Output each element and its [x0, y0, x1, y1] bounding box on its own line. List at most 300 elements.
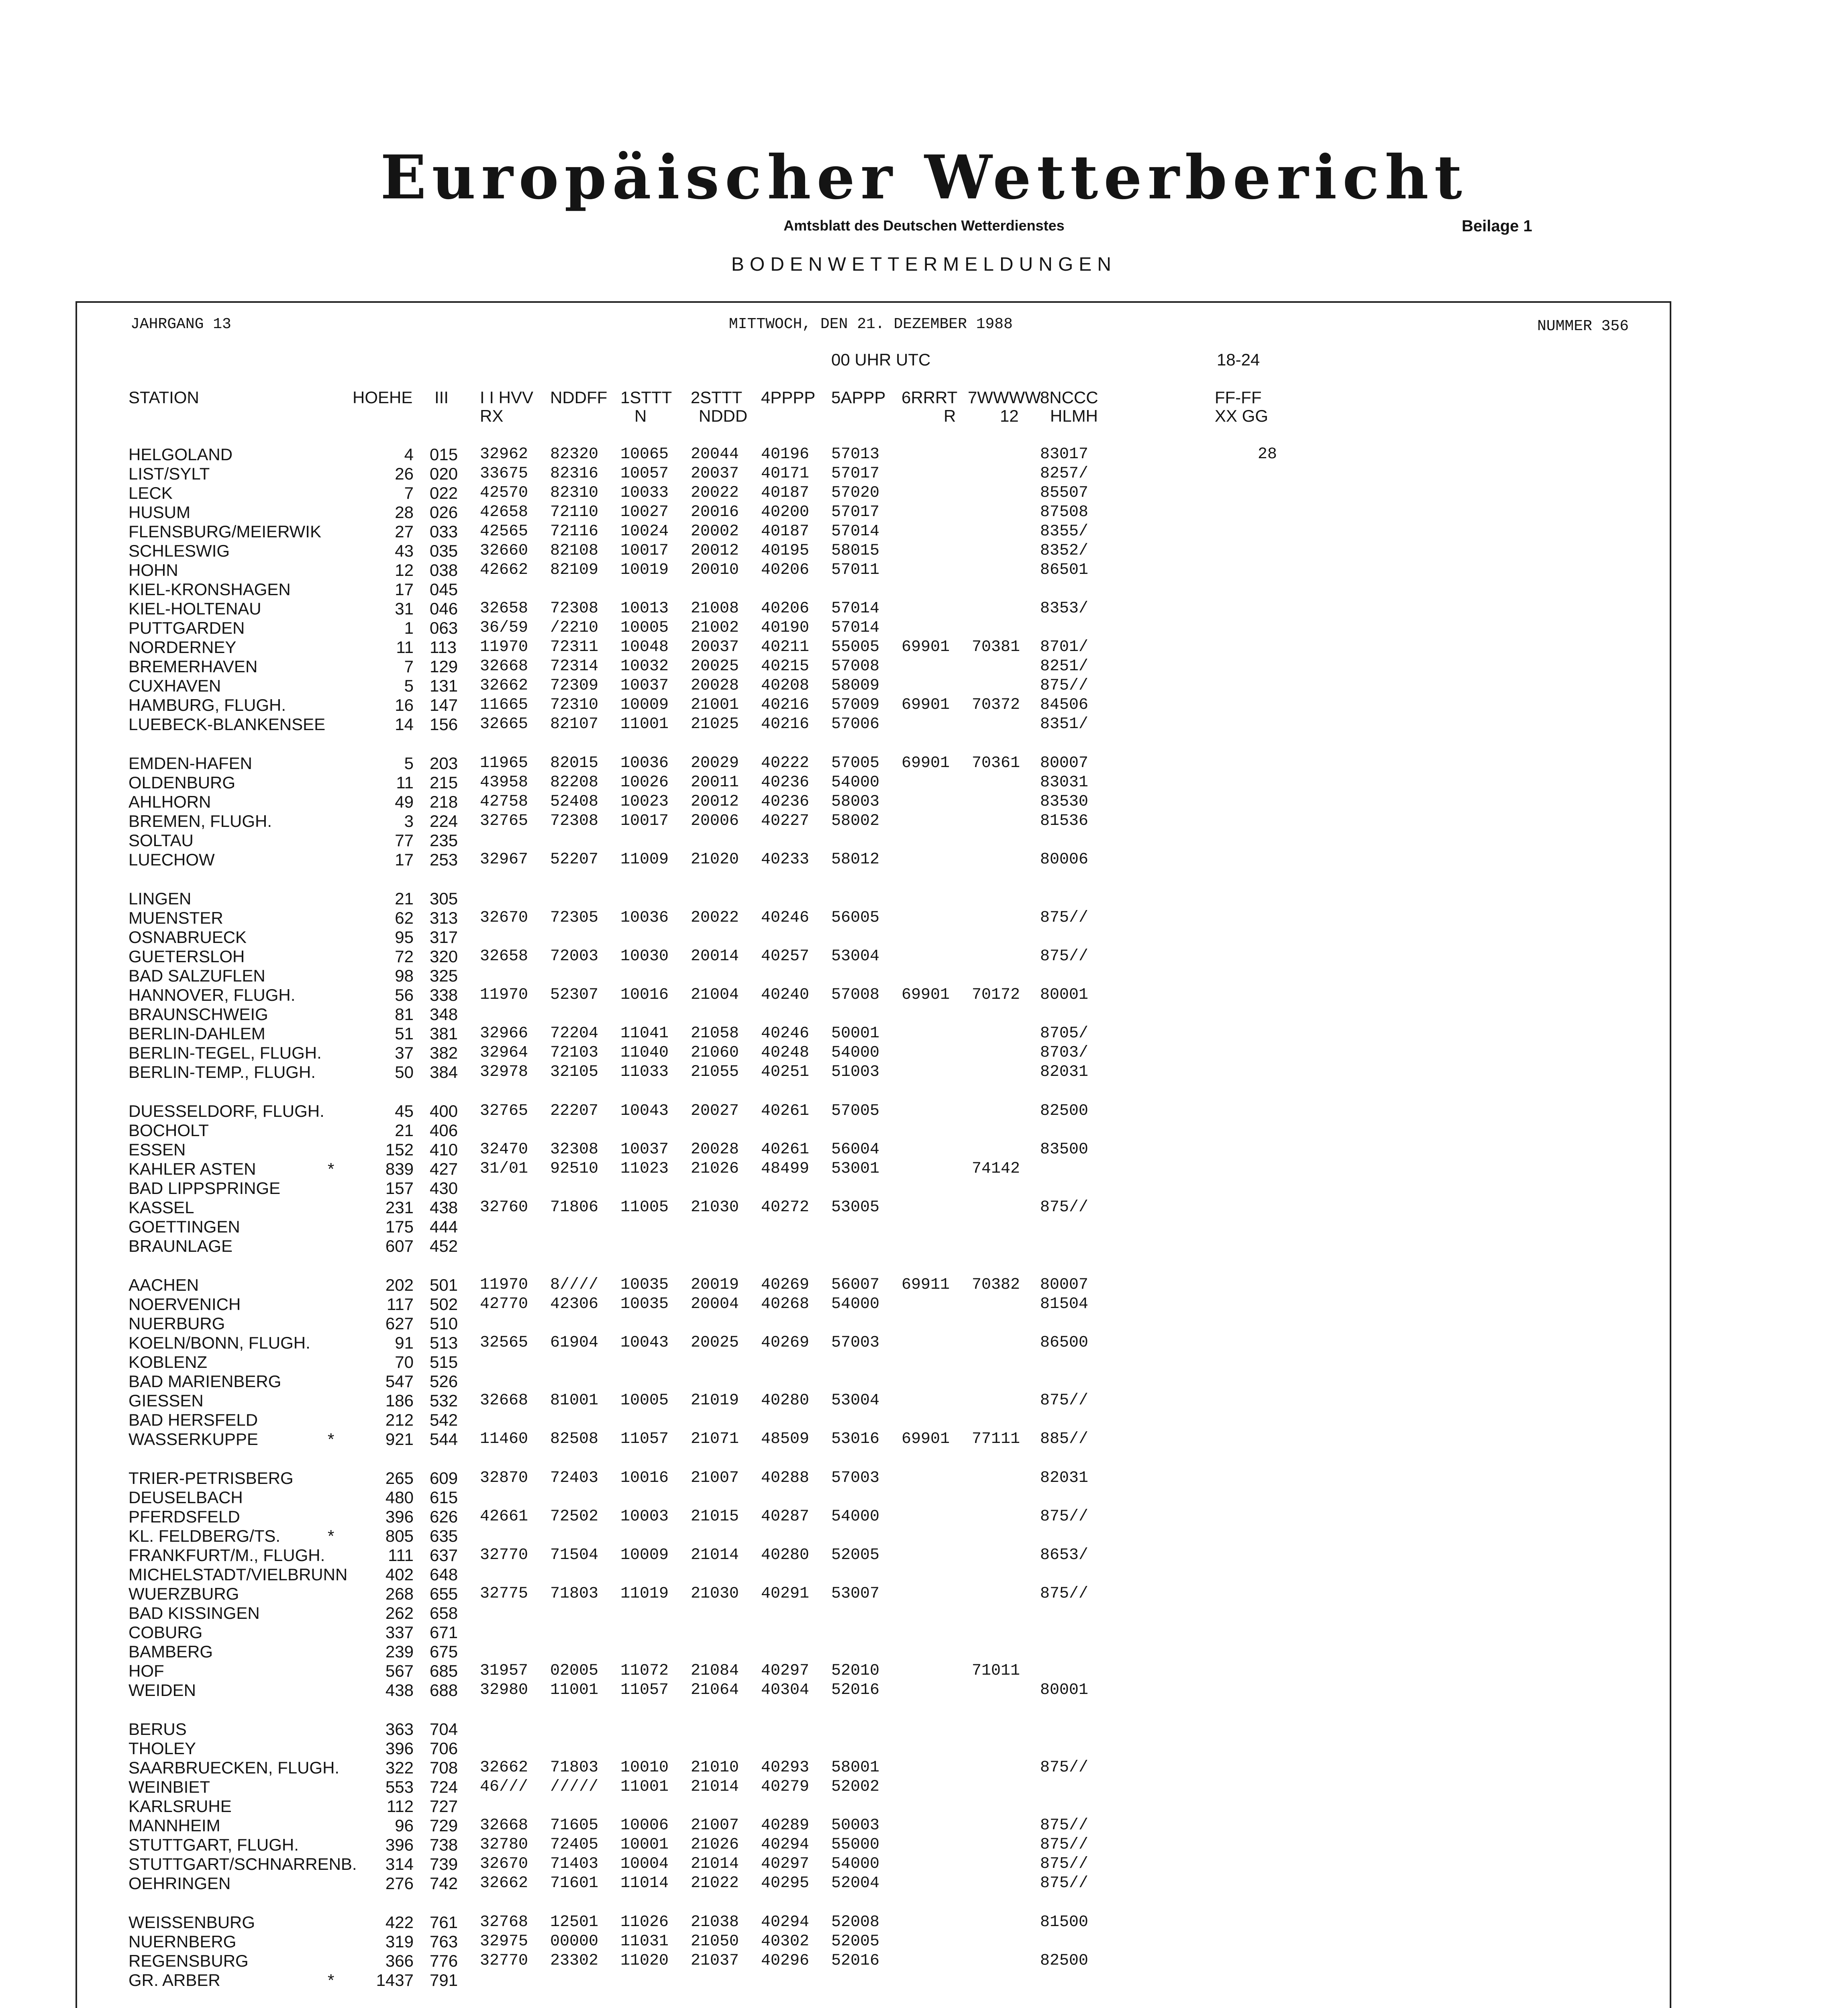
station-name: NORDERNEY — [129, 638, 237, 657]
station-name: NUERBURG — [129, 1314, 225, 1333]
station-name: TRIER-PETRISBERG — [129, 1469, 294, 1488]
station-elevation: 11 — [396, 638, 414, 657]
station-name: BAD LIPPSPRINGE — [129, 1179, 281, 1198]
report-group: 69901 — [902, 754, 950, 772]
report-group: 40294 — [761, 1836, 810, 1854]
station-name: LINGEN — [129, 889, 192, 908]
station-elevation: 319 — [385, 1932, 414, 1951]
report-group: 11009 — [620, 851, 669, 869]
station-index: 046 — [430, 599, 458, 618]
report-group: 40216 — [761, 696, 810, 714]
station-elevation: 27 — [395, 522, 414, 541]
report-group: 82107 — [550, 715, 599, 733]
station-name: GR. ARBER — [129, 1971, 220, 1990]
station-index: 020 — [430, 464, 458, 483]
station-name: PUTTGARDEN — [129, 618, 245, 637]
station-elevation: 7 — [404, 484, 414, 502]
station-index: 761 — [430, 1913, 458, 1932]
station-name: COBURG — [129, 1623, 203, 1642]
station-name: OEHRINGEN — [129, 1874, 231, 1893]
report-group: 70382 — [972, 1276, 1020, 1294]
report-group: 72103 — [550, 1044, 599, 1062]
report-group: 70361 — [972, 754, 1020, 772]
header-c5: 4PPPP — [761, 388, 816, 407]
report-group: 20012 — [691, 542, 739, 560]
station-name: DUESSELDORF, FLUGH. — [129, 1102, 324, 1120]
report-group: 11040 — [620, 1044, 669, 1062]
station-elevation: 268 — [385, 1584, 414, 1603]
report-group: 40291 — [761, 1585, 810, 1603]
station-elevation: 231 — [385, 1198, 414, 1217]
station-index: 348 — [430, 1005, 458, 1024]
report-group: 56005 — [831, 909, 880, 927]
station-elevation: 921 — [385, 1430, 414, 1449]
report-group: 40296 — [761, 1952, 810, 1970]
report-group: 83031 — [1040, 773, 1089, 792]
station-elevation: 607 — [385, 1237, 414, 1255]
report-group: 875// — [1040, 909, 1089, 927]
station-elevation: 337 — [385, 1623, 414, 1642]
station-elevation: 175 — [385, 1217, 414, 1236]
report-group: 32665 — [480, 715, 528, 733]
station-name: WEISSENBURG — [129, 1913, 255, 1932]
station-index: 305 — [430, 889, 458, 908]
report-group: 40261 — [761, 1141, 810, 1159]
report-group: 40289 — [761, 1816, 810, 1835]
report-group: 32980 — [480, 1681, 528, 1699]
station-name: WEINBIET — [129, 1777, 210, 1796]
report-group: 40200 — [761, 503, 810, 521]
report-group: ///// — [550, 1778, 599, 1796]
report-group: 50003 — [831, 1816, 880, 1835]
station-elevation: 276 — [385, 1874, 414, 1893]
report-group: 40208 — [761, 677, 810, 695]
report-group: 21019 — [691, 1392, 739, 1410]
report-group: 69901 — [902, 696, 950, 714]
station-index: 022 — [430, 484, 458, 502]
report-group: 875// — [1040, 1392, 1089, 1410]
station-elevation: 186 — [385, 1391, 414, 1410]
report-group: 21008 — [691, 600, 739, 618]
station-index: 532 — [430, 1391, 458, 1410]
header-c1: I I HVV — [480, 388, 534, 407]
report-group: 875// — [1040, 1759, 1089, 1777]
report-group: 11970 — [480, 1276, 528, 1294]
report-group: 21084 — [691, 1662, 739, 1680]
report-group: 92510 — [550, 1160, 599, 1178]
station-elevation: 14 — [395, 715, 414, 734]
report-group: 48509 — [761, 1430, 810, 1448]
report-group: 21007 — [691, 1469, 739, 1487]
header-station: STATION — [129, 388, 199, 407]
station-index: 510 — [430, 1314, 458, 1333]
station-index: 526 — [430, 1372, 458, 1391]
report-group: 11665 — [480, 696, 528, 714]
station-name: WEIDEN — [129, 1681, 196, 1700]
report-group: 32780 — [480, 1836, 528, 1854]
report-group: 875// — [1040, 1874, 1089, 1892]
report-group: 8355/ — [1040, 522, 1089, 541]
station-elevation: 1437 — [376, 1971, 414, 1990]
station-index: 776 — [430, 1951, 458, 1970]
report-group: 70172 — [972, 986, 1020, 1004]
report-group: 10023 — [620, 793, 669, 811]
station-elevation: 70 — [395, 1353, 414, 1371]
station-name: NUERNBERG — [129, 1932, 237, 1951]
report-group: 10030 — [620, 947, 669, 965]
station-elevation: 553 — [385, 1777, 414, 1796]
station-elevation: 265 — [385, 1469, 414, 1488]
report-group: 72204 — [550, 1024, 599, 1043]
station-elevation: 112 — [387, 1797, 414, 1816]
report-group: 40261 — [761, 1102, 810, 1120]
report-group: 57017 — [831, 503, 880, 521]
station-index: 513 — [430, 1333, 458, 1352]
report-group: 21007 — [691, 1816, 739, 1835]
report-group: 32975 — [480, 1932, 528, 1951]
report-group: 20016 — [691, 503, 739, 521]
gust-value: 28 — [1257, 445, 1277, 463]
report-group: 57014 — [831, 619, 880, 637]
supplement-label: Beilage 1 — [1462, 217, 1532, 235]
report-group: 875// — [1040, 1508, 1089, 1526]
report-group: 21010 — [691, 1759, 739, 1777]
report-group: 57011 — [831, 561, 880, 579]
report-group: 72110 — [550, 503, 599, 521]
report-group: 11031 — [620, 1932, 669, 1951]
station-name: KASSEL — [129, 1198, 194, 1217]
station-name: LUECHOW — [129, 850, 215, 869]
station-elevation: 72 — [395, 947, 414, 966]
report-group: 10017 — [620, 812, 669, 830]
report-group: 11072 — [620, 1662, 669, 1680]
report-group: 10004 — [620, 1855, 669, 1873]
report-group: 40240 — [761, 986, 810, 1004]
report-group: 56007 — [831, 1276, 880, 1294]
report-group: 20037 — [691, 638, 739, 656]
report-group: 32308 — [550, 1141, 599, 1159]
station-name: HAMBURG, FLUGH. — [129, 696, 286, 714]
report-group: 56004 — [831, 1141, 880, 1159]
report-group: 48499 — [761, 1160, 810, 1178]
report-group: 32668 — [480, 1816, 528, 1835]
station-elevation: 91 — [395, 1333, 414, 1352]
report-group: 32765 — [480, 812, 528, 830]
station-name: STUTTGART/SCHNARRENB. — [129, 1855, 357, 1873]
report-group: 54000 — [831, 1044, 880, 1062]
station-index: 235 — [430, 831, 458, 850]
station-index: 706 — [430, 1739, 458, 1758]
report-group: 46/// — [480, 1778, 528, 1796]
report-group: 10037 — [620, 677, 669, 695]
mountain-station-mark: * — [328, 1526, 335, 1545]
report-group: 10005 — [620, 619, 669, 637]
report-group: 8353/ — [1040, 600, 1089, 618]
station-elevation: 212 — [385, 1410, 414, 1429]
report-group: 40280 — [761, 1392, 810, 1410]
report-group: 72310 — [550, 696, 599, 714]
report-group: 31/01 — [480, 1160, 528, 1178]
station-elevation: 438 — [385, 1681, 414, 1700]
report-group: 11014 — [620, 1874, 669, 1892]
report-group: 52010 — [831, 1662, 880, 1680]
report-group: 71403 — [550, 1855, 599, 1873]
period-label: 18-24 — [1217, 350, 1260, 369]
station-name: LIST/SYLT — [129, 464, 210, 483]
station-elevation: 4 — [404, 445, 414, 464]
station-name: KARLSRUHE — [129, 1797, 232, 1816]
report-group: 40268 — [761, 1295, 810, 1313]
report-group: 10043 — [620, 1334, 669, 1352]
report-group: 57005 — [831, 754, 880, 772]
report-group: 40279 — [761, 1778, 810, 1796]
report-group: 22207 — [550, 1102, 599, 1120]
station-index: 704 — [430, 1720, 458, 1739]
station-elevation: 5 — [404, 754, 414, 773]
station-elevation: 567 — [385, 1661, 414, 1680]
report-group: 11001 — [550, 1681, 599, 1699]
station-elevation: 111 — [388, 1546, 414, 1565]
station-elevation: 51 — [395, 1024, 414, 1043]
station-index: 382 — [430, 1043, 458, 1062]
report-group: 32662 — [480, 677, 528, 695]
station-elevation: 50 — [395, 1063, 414, 1082]
report-group: 10009 — [620, 1546, 669, 1564]
report-group: 32470 — [480, 1141, 528, 1159]
report-group: 52008 — [831, 1913, 880, 1931]
report-group: 32668 — [480, 657, 528, 675]
station-name: FRANKFURT/M., FLUGH. — [129, 1546, 325, 1565]
report-group: 21022 — [691, 1874, 739, 1892]
report-group: 20022 — [691, 909, 739, 927]
station-name: BAD MARIENBERG — [129, 1372, 281, 1391]
station-index: 063 — [430, 618, 458, 637]
station-index: 045 — [430, 580, 458, 599]
report-group: 10026 — [620, 773, 669, 792]
report-group: 40195 — [761, 542, 810, 560]
report-group: 69901 — [902, 638, 950, 656]
report-group: 82015 — [550, 754, 599, 772]
report-group: 21038 — [691, 1913, 739, 1931]
report-group: 57008 — [831, 657, 880, 675]
report-group: 32670 — [480, 909, 528, 927]
report-group: 53016 — [831, 1430, 880, 1448]
report-group: 40272 — [761, 1198, 810, 1216]
report-group: 20010 — [691, 561, 739, 579]
station-index: 637 — [430, 1546, 458, 1565]
station-name: OLDENBURG — [129, 773, 236, 792]
station-index: 791 — [430, 1971, 458, 1990]
station-elevation: 152 — [385, 1140, 414, 1159]
report-group: 10017 — [620, 542, 669, 560]
report-group: 71504 — [550, 1546, 599, 1564]
station-name: CUXHAVEN — [129, 676, 221, 695]
report-group: 40251 — [761, 1063, 810, 1081]
station-name: ESSEN — [129, 1140, 186, 1159]
report-group: 40297 — [761, 1855, 810, 1873]
station-elevation: 49 — [395, 792, 414, 811]
report-group: 40206 — [761, 600, 810, 618]
report-group: 82031 — [1040, 1063, 1089, 1081]
report-group: 42662 — [480, 561, 528, 579]
report-group: 10019 — [620, 561, 669, 579]
station-index: 147 — [430, 696, 458, 714]
report-group: 57006 — [831, 715, 880, 733]
station-elevation: 17 — [395, 850, 414, 869]
station-name: BERLIN-TEMP., FLUGH. — [129, 1063, 316, 1082]
report-group: 11001 — [620, 715, 669, 733]
report-group: 875// — [1040, 1836, 1089, 1854]
station-index: 400 — [430, 1102, 458, 1120]
report-group: 53005 — [831, 1198, 880, 1216]
report-group: 11001 — [620, 1778, 669, 1796]
report-group: 58001 — [831, 1759, 880, 1777]
report-group: 00000 — [550, 1932, 599, 1951]
header-c3b: N — [634, 406, 647, 425]
report-group: 10065 — [620, 445, 669, 463]
report-group: 72502 — [550, 1508, 599, 1526]
station-index: 609 — [430, 1469, 458, 1488]
station-elevation: 95 — [395, 928, 414, 947]
station-elevation: 12 — [395, 561, 414, 580]
report-group: 8701/ — [1040, 638, 1089, 656]
station-elevation: 547 — [385, 1372, 414, 1391]
report-group: 11057 — [620, 1430, 669, 1448]
report-group: 32658 — [480, 600, 528, 618]
report-group: 82500 — [1040, 1952, 1089, 1970]
station-name: MUENSTER — [129, 908, 223, 927]
report-group: 20029 — [691, 754, 739, 772]
report-group: 72308 — [550, 600, 599, 618]
report-group: 875// — [1040, 947, 1089, 965]
station-index: 688 — [430, 1681, 458, 1700]
report-group: 21064 — [691, 1681, 739, 1699]
station-index: 215 — [430, 773, 458, 792]
report-group: 20006 — [691, 812, 739, 830]
report-group: 10035 — [620, 1276, 669, 1294]
station-index: 317 — [430, 928, 458, 947]
station-index: 325 — [430, 966, 458, 985]
station-index: 113 — [430, 638, 457, 657]
report-group: 69911 — [902, 1276, 950, 1294]
station-index: 338 — [430, 986, 458, 1004]
header-c7: 6RRRT — [902, 388, 958, 407]
report-group: 40294 — [761, 1913, 810, 1931]
station-name: HUSUM — [129, 503, 190, 522]
station-name: BAMBERG — [129, 1642, 213, 1661]
station-elevation: 627 — [385, 1314, 414, 1333]
report-group: 10027 — [620, 503, 669, 521]
mountain-station-mark: * — [328, 1159, 335, 1178]
station-name: EMDEN-HAFEN — [129, 754, 253, 773]
report-group: 21055 — [691, 1063, 739, 1081]
header-c9b: HLMH — [1050, 406, 1098, 425]
header-c2: NDDFF — [550, 388, 608, 407]
station-index: 671 — [430, 1623, 458, 1642]
report-group: 82031 — [1040, 1469, 1089, 1487]
report-group: 875// — [1040, 1585, 1089, 1603]
report-group: 72311 — [550, 638, 599, 656]
report-group: 40227 — [761, 812, 810, 830]
station-elevation: 96 — [395, 1816, 414, 1835]
report-group: 53004 — [831, 1392, 880, 1410]
station-index: 738 — [430, 1835, 458, 1854]
station-index: 542 — [430, 1410, 458, 1429]
station-name: NOERVENICH — [129, 1295, 241, 1314]
report-group: 53001 — [831, 1160, 880, 1178]
report-group: 42570 — [480, 484, 528, 502]
station-index: 320 — [430, 947, 458, 966]
report-group: 21030 — [691, 1198, 739, 1216]
station-name: BREMERHAVEN — [129, 657, 258, 676]
station-elevation: 805 — [385, 1526, 414, 1545]
station-index: 675 — [430, 1642, 458, 1661]
report-group: 32967 — [480, 851, 528, 869]
report-group: 71803 — [550, 1585, 599, 1603]
station-elevation: 157 — [385, 1179, 414, 1198]
report-group: 21004 — [691, 986, 739, 1004]
report-group: 50001 — [831, 1024, 880, 1043]
station-name: BRAUNLAGE — [129, 1237, 233, 1255]
station-elevation: 117 — [387, 1295, 414, 1314]
station-name: SAARBRUECKEN, FLUGH. — [129, 1758, 340, 1777]
station-index: 544 — [430, 1430, 458, 1449]
report-group: 8705/ — [1040, 1024, 1089, 1043]
station-name: BAD HERSFELD — [129, 1410, 258, 1429]
station-elevation: 11 — [396, 773, 414, 792]
station-elevation: 202 — [385, 1275, 414, 1294]
report-group: 57020 — [831, 484, 880, 502]
report-group: 82320 — [550, 445, 599, 463]
report-group: 57008 — [831, 986, 880, 1004]
report-group: 40206 — [761, 561, 810, 579]
report-group: 10005 — [620, 1392, 669, 1410]
report-group: 11033 — [620, 1063, 669, 1081]
report-group: 58012 — [831, 851, 880, 869]
report-group: 52307 — [550, 986, 599, 1004]
report-group: 11041 — [620, 1024, 669, 1043]
report-group: 69901 — [902, 1430, 950, 1448]
station-elevation: 7 — [404, 657, 414, 676]
report-group: 72309 — [550, 677, 599, 695]
station-elevation: 1 — [404, 618, 414, 637]
report-group: 40190 — [761, 619, 810, 637]
station-name: BREMEN, FLUGH. — [129, 812, 272, 831]
station-index: 452 — [430, 1237, 458, 1255]
report-group: 875// — [1040, 1816, 1089, 1835]
volume-label: JAHRGANG 13 — [131, 316, 231, 333]
report-group: 57017 — [831, 465, 880, 483]
report-group: 71803 — [550, 1759, 599, 1777]
report-group: 40215 — [761, 657, 810, 675]
station-elevation: 26 — [395, 464, 414, 483]
report-group: 20044 — [691, 445, 739, 463]
station-name: HELGOLAND — [129, 445, 233, 464]
station-elevation: 77 — [395, 831, 414, 850]
station-elevation: 366 — [385, 1951, 414, 1970]
report-group: 21050 — [691, 1932, 739, 1951]
station-index: 729 — [430, 1816, 458, 1835]
report-group: 40233 — [761, 851, 810, 869]
report-group: 21002 — [691, 619, 739, 637]
report-group: 33675 — [480, 465, 528, 483]
station-index: 313 — [430, 908, 458, 927]
report-group: 55005 — [831, 638, 880, 656]
report-group: 32565 — [480, 1334, 528, 1352]
report-group: 20022 — [691, 484, 739, 502]
report-group: 86501 — [1040, 561, 1089, 579]
report-group: 57003 — [831, 1469, 880, 1487]
